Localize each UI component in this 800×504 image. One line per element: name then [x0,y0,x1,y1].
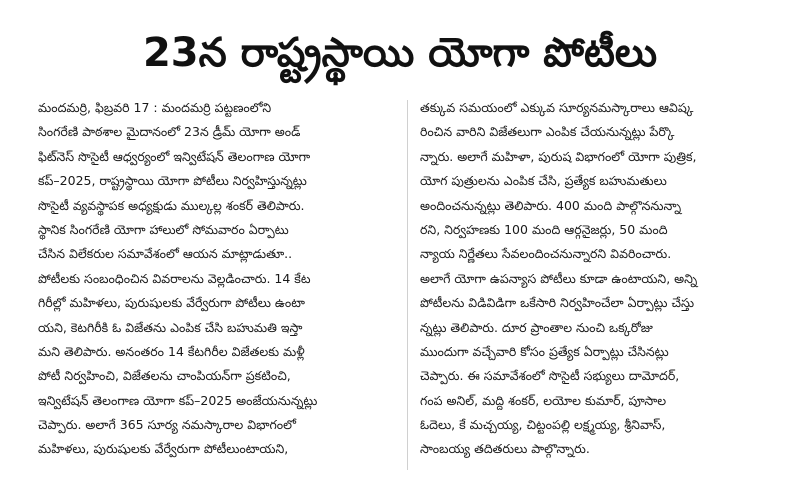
body-line: చెప్పారు. అలాగే 365 సూర్య నమస్కారాల విభాగంలో [38,417,296,433]
column-divider [407,100,408,470]
body-line: యని, కెటగిరీకి ఓ విజేతను ఎంపిక చేసి బహుమతి ఇస్తా [38,319,303,335]
body-line: పోటీ నిర్వహించి, విజేతలను చాంపియన్‌గా ప్రకటించి, [38,368,291,384]
body-line: రని, నిర్వహణకు 100 మంది ఆర్గనైజర్లు, 50 మంది [420,221,668,237]
body-line: పోటీలను విడివిడిగా ఒకేసారి నిర్వహించేలా ఏర్పాట్లు చేస్తు [420,295,695,311]
body-line: మహిళలు, పురుషులకు వేర్వేరుగా పోటీలుంటాయని, [38,441,289,457]
body-line: ఇన్విటేషన్ తెలంగాణ యోగా కప్–2025 అంజేయనున్నట్లు [38,392,318,408]
body-line: గంప అనిల్, మద్ది శంకర్, లయోల కుమార్, పూసాల [420,392,667,408]
body-line: చేసిన విలేకరుల సమావేశంలో ఆయన మాట్లాడుతూ.. [38,246,293,262]
body-line: ఓదెలు, కే మచ్చయ్య, చిట్టంపల్లి లక్ష్మయ్య, శ్రీనివాస్, [420,417,666,433]
body-line: సాంబయ్య తదితరులు పాల్గొన్నారు. [420,441,590,457]
body-line: అందించనున్నట్లు తెలిపారు. 400 మంది పాల్గొననున్నా [420,197,682,213]
body-line: చెప్పారు. ఈ సమావేశంలో సొసైటీ సభ్యులు దామోదర్, [420,368,680,384]
body-line: స్థానిక సింగరేణి యోగా హాలులో సోమవారం ఏర్పాటు [38,221,289,237]
body-line: యోగ పుత్రులను ఎంపిక చేసి, ప్రత్యేక బహుమతులు [420,173,667,189]
body-line: మందమర్రి, ఫిబ్రవరి 17 : మందమర్రి పట్టణంలోని [38,100,272,115]
body-line: న్నారు. అలాగే మహిళా, పురుష విభాగంలో యోగా పుత్రిక, [420,148,697,164]
body-line: తక్కువ సమయంలో ఎక్కువ సూర్యనమస్కారాలు ఆవిష్క [420,100,694,115]
body-line: ముందుగా వచ్చేవారి కోసం ప్రత్యేక ఏర్పాట్లు చేసినట్లు [420,343,669,359]
body-line: సొసైటీ వ్యవస్థాపక అధ్యక్షుడు ముల్కల్ల శంకర్ తెలిపారు. [38,197,305,213]
body-line: కప్–2025, రాష్ట్రస్థాయి యోగా పోటీలు నిర్వహిస్తున్నట్లు [38,173,307,189]
headline: 23న రాష్ట్రస్థాయి యోగా పోటీలు [142,30,658,76]
body-line: ఫిట్‌నెస్ సొసైటీ ఆధ్వర్యంలో ఇన్విటేషన్ తెలంగాణ యోగా [38,148,311,164]
body-line: అలాగే యోగా ఉపన్యాస పోటీలు కూడా ఉంటాయని, అన్ని [420,270,698,286]
body-line: రించిన వారిని విజేతలుగా ఎంపిక చేయనున్నట్లు పేర్కొ [420,124,675,140]
left-column [38,96,398,462]
body-line: మని తెలిపారు. అనంతరం 14 కేటగిరీల విజేతలకు మళ్లీ [38,343,305,359]
right-column [420,96,780,462]
body-line: పోటీలకు సంబంధించిన వివరాలను వెల్లడించారు. 14 కేట [38,270,311,286]
body-line: గిరీల్లో మహిళలు, పురుషులకు వేర్వేరుగా పోటీలు ఉంటా [38,295,305,311]
body-line: సింగరేణి పాఠశాల మైదానంలో 23న డ్రీమ్ యోగా అండ్ [38,124,301,140]
body-line: న్యాయ నిర్ణేతలు సేవలందించనున్నారని వివరించారు. [420,246,672,262]
body-line: న్నట్లు తెలిపారు. దూర ప్రాంతాల నుంచి ఒక్కరోజు [420,319,653,335]
